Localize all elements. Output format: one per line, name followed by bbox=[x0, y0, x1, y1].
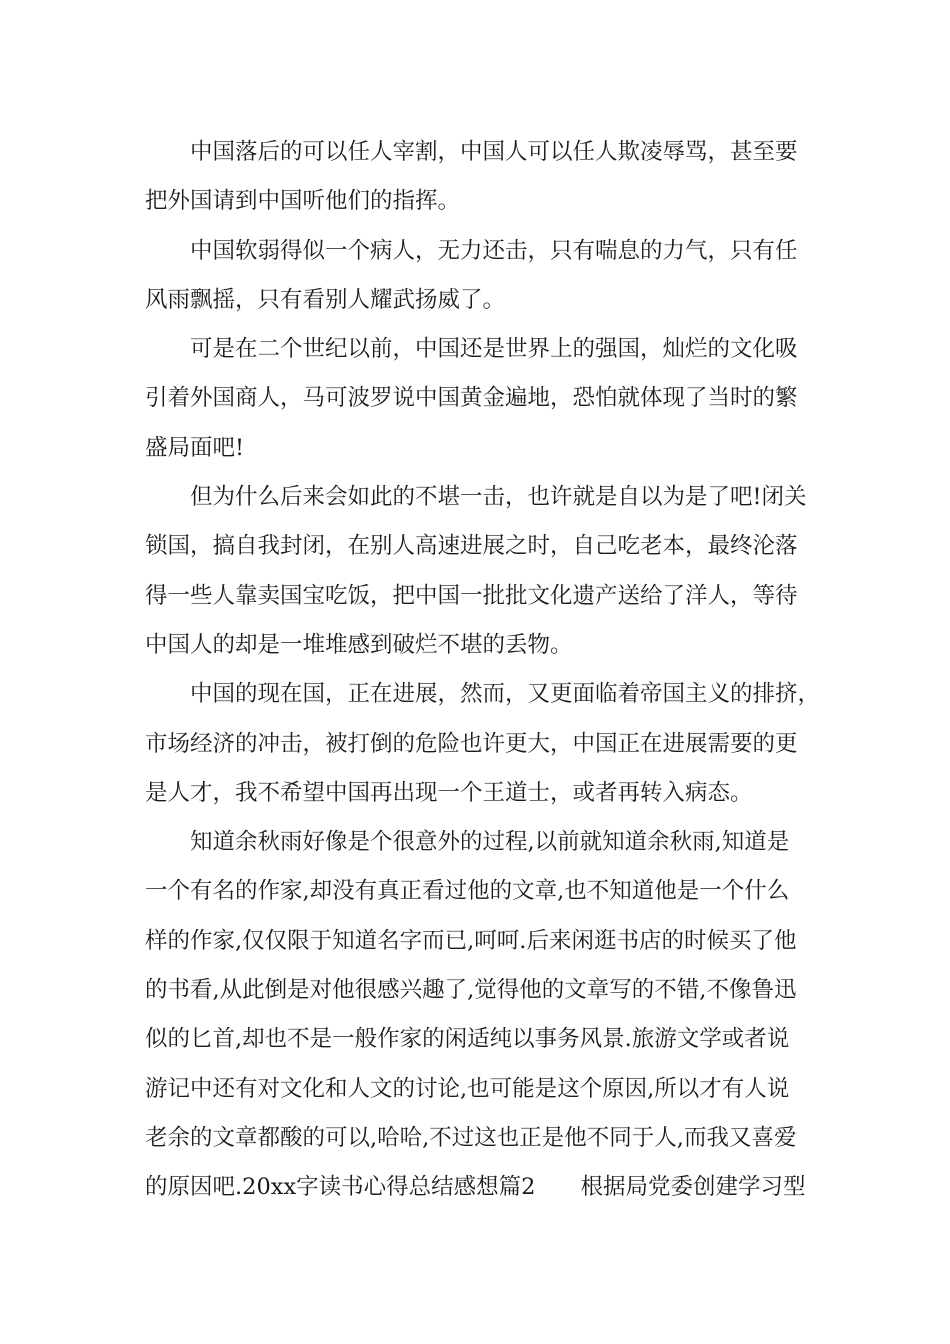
text-line: 中国的现在国，正在进展，然而，又更面临着帝国主义的排挤， bbox=[190, 681, 821, 708]
text-line: 市场经济的冲击，被打倒的危险也许更大，中国正在进展需要的更 bbox=[145, 730, 798, 757]
paragraph-2 bbox=[145, 227, 805, 326]
text-line: 但为什么后来会如此的不堪一击，也许就是自以为是了吧!闭关 bbox=[190, 484, 807, 511]
text-line: 是人才，我不希望中国再出现一个王道士，或者再转入病态。 bbox=[145, 779, 753, 806]
text-line: 中国落后的可以任人宰割，中国人可以任人欺凌辱骂，甚至要 bbox=[190, 139, 798, 165]
text-line: 把外国请到中国听他们的指挥。 bbox=[145, 188, 461, 215]
text-line: 游记中还有对文化和人文的讨论,也可能是这个原因,所以才有人说 bbox=[145, 1075, 790, 1102]
text-line: 风雨飘摇，只有看别人耀武扬威了。 bbox=[145, 286, 506, 313]
paragraph-3 bbox=[145, 325, 805, 473]
text-line: 似的匕首,却也不是一般作家的闲适纯以事务风景.旅游文学或者说 bbox=[145, 1026, 790, 1053]
text-line: 锁国，搞自我封闭，在别人高速进展之时，自己吃老本，最终沦落 bbox=[145, 533, 798, 560]
text-line: 的书看,从此倒是对他很感兴趣了,觉得他的文章写的不错,不像鲁迅 bbox=[145, 977, 797, 1004]
document-body bbox=[145, 128, 821, 1213]
text-line: 得一些人靠卖国宝吃饭，把中国一批批文化遗产送给了洋人，等待 bbox=[145, 582, 798, 609]
text-line: 可是在二个世纪以前，中国还是世界上的强国，灿烂的文化吸 bbox=[190, 336, 798, 363]
text-line: 一个有名的作家,却没有真正看过他的文章,也不知道他是一个什么 bbox=[145, 878, 790, 905]
text-line: 老余的文章都酸的可以,哈哈,不过这也正是他不同于人,而我又喜爱 bbox=[145, 1124, 797, 1151]
paragraph-5 bbox=[145, 670, 821, 818]
text-line: 中国人的却是一堆堆感到破烂不堪的丢物。 bbox=[145, 631, 573, 658]
text-line: 中国软弱得似一个病人，无力还击，只有喘息的力气，只有任 bbox=[190, 237, 798, 264]
text-line: 盛局面吧! bbox=[145, 434, 245, 461]
text-line: 知道余秋雨好像是个很意外的过程,以前就知道余秋雨,知道是 bbox=[190, 829, 790, 856]
text-line: 引着外国商人，马可波罗说中国黄金遍地，恐怕就体现了当时的繁 bbox=[145, 385, 798, 412]
text-line: 的原因吧.20xx字读书心得总结感想篇2 根据局党委创建学习型 bbox=[145, 1174, 806, 1201]
text-line: 样的作家,仅仅限于知道名字而已,呵呵.后来闲逛书店的时候买了他 bbox=[145, 927, 797, 954]
paragraph-6 bbox=[145, 818, 805, 1212]
paragraph-4 bbox=[145, 473, 805, 670]
paragraph-1 bbox=[145, 128, 805, 227]
